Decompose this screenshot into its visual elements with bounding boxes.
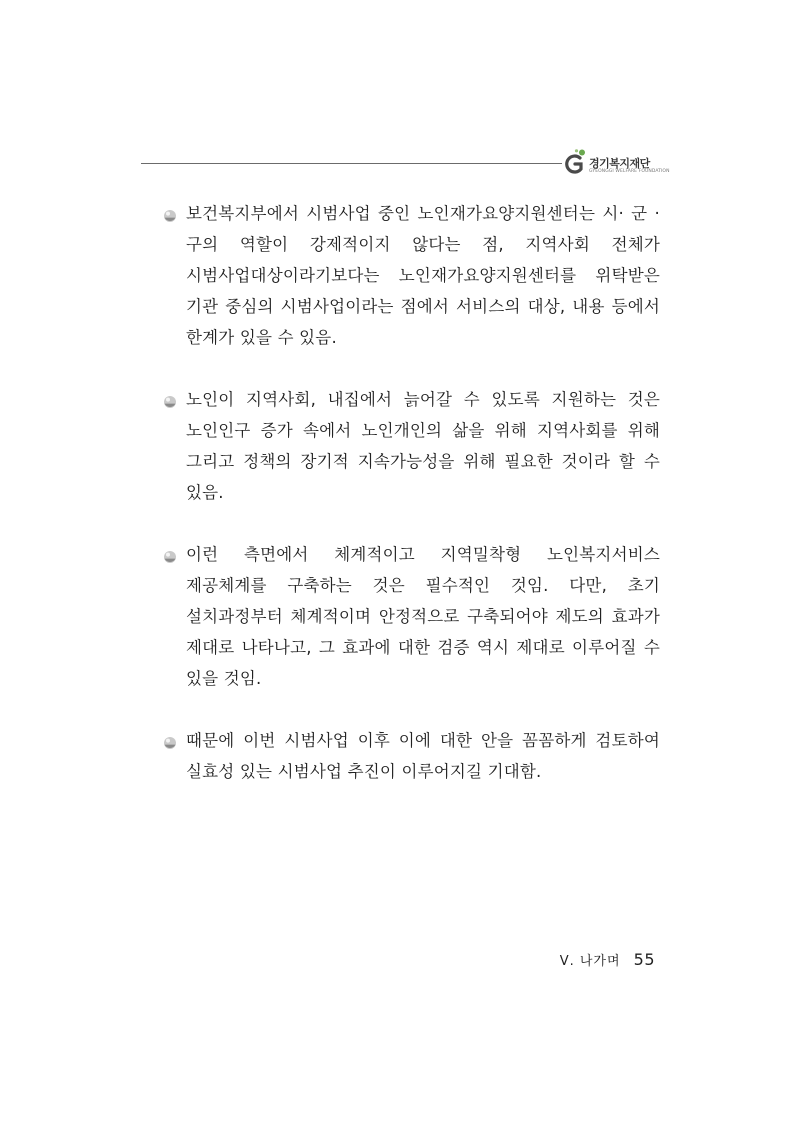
- bullet-item: [160, 725, 660, 787]
- footer-chapter: Ⅴ. 나가며: [559, 954, 621, 969]
- bullet-text: 이런 측면에서 체계적이고 지역밀착형 노인복지서비스 제공체계를 구축하는 것은 필수적인 것임. 다만, 초기 설치과정부터 체계적이며 안정적으로 구축되어야 제도의 효과가 제대로 나타나고, 그 효과에 대한 검증 역시 제대로 이루어질 수 있을 것임.: [186, 545, 660, 688]
- bullet-text: 보건복지부에서 시범사업 중인 노인재가요양지원센터는 시· 군 · 구의 역할이 강제적이지 않다는 점, 지역사회 전체가 시범사업대상이라기보다는 노인재가요양지원센터를 위탁받은 기관 중심의 시범사업이라는 점에서 서비스의 대상, 내용 등에서 한계가 있을 수 있음.: [186, 204, 660, 347]
- sphere-bullet-icon: [163, 209, 177, 223]
- bullet-text: 노인이 지역사회, 내집에서 늙어갈 수 있도록 지원하는 것은 노인인구 증가 속에서 노인개인의 삶을 위해 지역사회를 위해 그리고 정책의 장기적 지속가능성을 위해 필요한 것이라 할 수 있음.: [186, 390, 660, 502]
- bullet-text: 때문에 이번 시범사업 이후 이에 대한 안을 꼼꼼하게 검토하여 실효성 있는 시범사업 추진이 이루어지길 기대함.: [186, 731, 660, 781]
- bullet-item: [160, 539, 660, 694]
- header-rule: [141, 163, 562, 164]
- sphere-bullet-icon: [163, 395, 177, 409]
- sphere-bullet-icon: [163, 736, 177, 750]
- page-footer: [560, 950, 655, 969]
- page-number: 55: [633, 950, 655, 969]
- bullet-list: [160, 198, 660, 818]
- logo-subtitle: GYEONGGI WELFARE FOUNDATION: [589, 169, 670, 174]
- bullet-item: [160, 384, 660, 508]
- bullet-item: [160, 198, 660, 353]
- logo-mark-icon: [562, 148, 588, 176]
- foundation-logo: [562, 148, 670, 178]
- sphere-bullet-icon: [163, 550, 177, 564]
- logo-name: 경기복지재단: [589, 157, 650, 170]
